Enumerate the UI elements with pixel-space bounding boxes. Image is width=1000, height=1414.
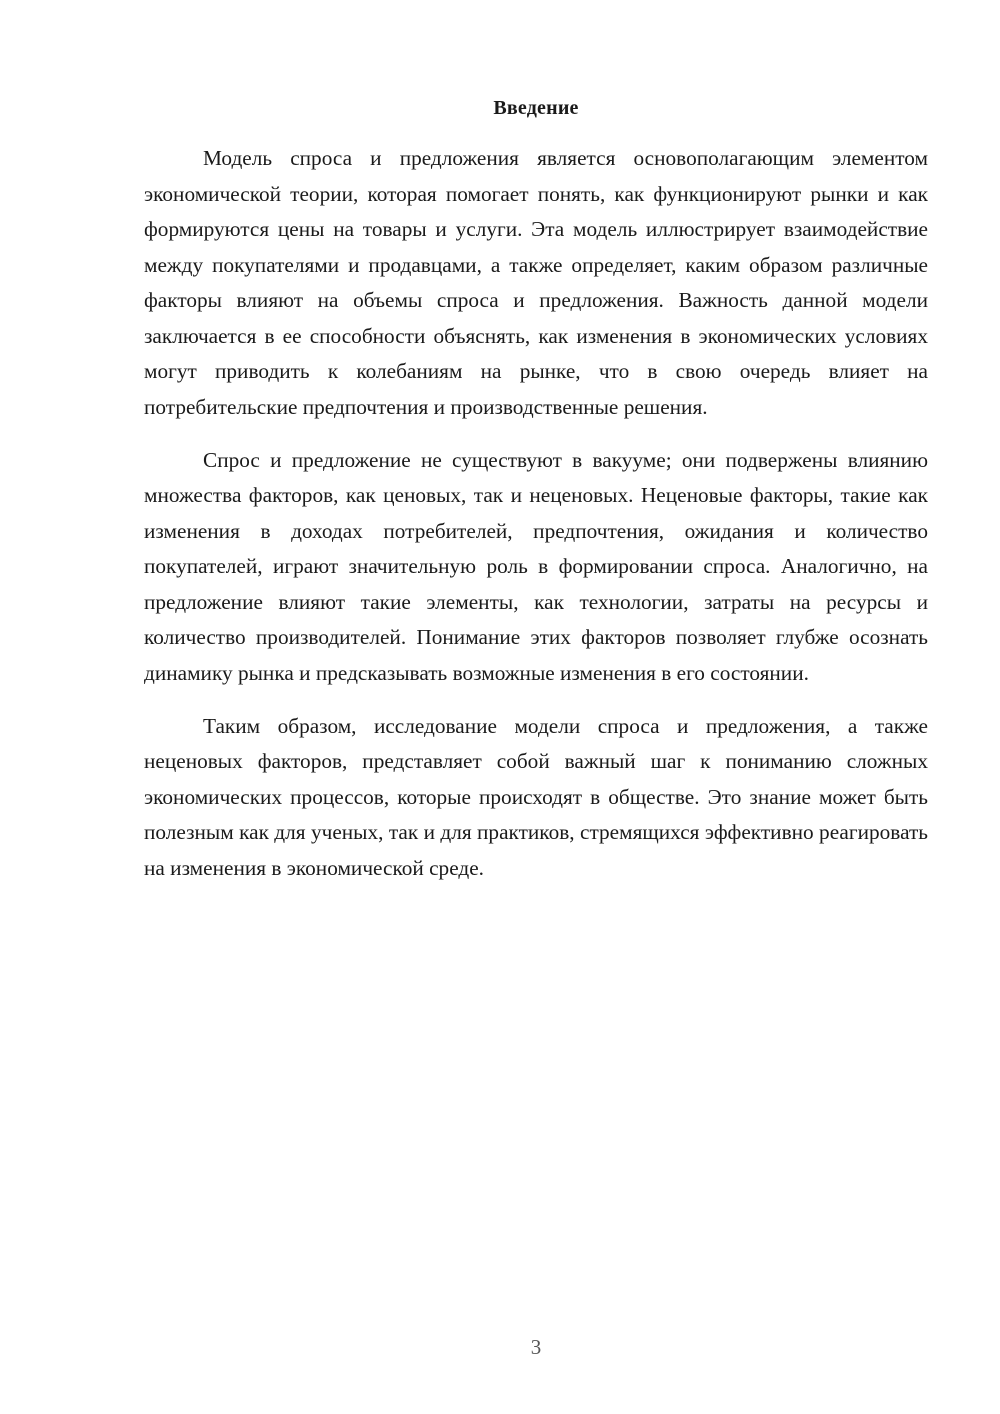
body-text bbox=[144, 141, 928, 904]
paragraph-1: Модель спроса и предложения является основополагающим элементом экономической теории, которая помогает понять, как функционируют рынки и как формируются цены на товары и услуги. Эта модель иллюстрирует взаимодействие между покупателями и продавцами, а также определяет, каким образом различные факторы влияют на объемы спроса и предложения. Важность данной модели заключается в ее способности объяснять, как изменения в экономических условиях могут приводить к колебаниям на рынке, что в свою очередь влияет на потребительские предпочтения и производственные решения. bbox=[144, 146, 928, 419]
paragraph-3: Таким образом, исследование модели спроса и предложения, а также неценовых факторов, представляет собой важный шаг к пониманию сложных экономических процессов, которые происходят в обществе. Это знание может быть полезным как для ученых, так и для практиков, стремящихся эффективно реагировать на изменения в экономической среде. bbox=[144, 713, 928, 880]
page-number: 3 bbox=[530, 1335, 542, 1359]
paragraph-2: Спрос и предложение не существуют в вакууме; они подвержены влиянию множества факторов, как ценовых, так и неценовых. Неценовые факторы, такие как изменения в доходах потребителей, предпочтения, ожидания и количество покупателей, играют значительную роль в формировании спроса. Аналогично, на предложение влияют такие элементы, как технологии, затраты на ресурсы и количество производителей. Понимание этих факторов позволяет глубже осознать динамику рынка и предсказывать возможные изменения в его состоянии. bbox=[144, 447, 928, 685]
page-title: Введение bbox=[493, 97, 579, 119]
